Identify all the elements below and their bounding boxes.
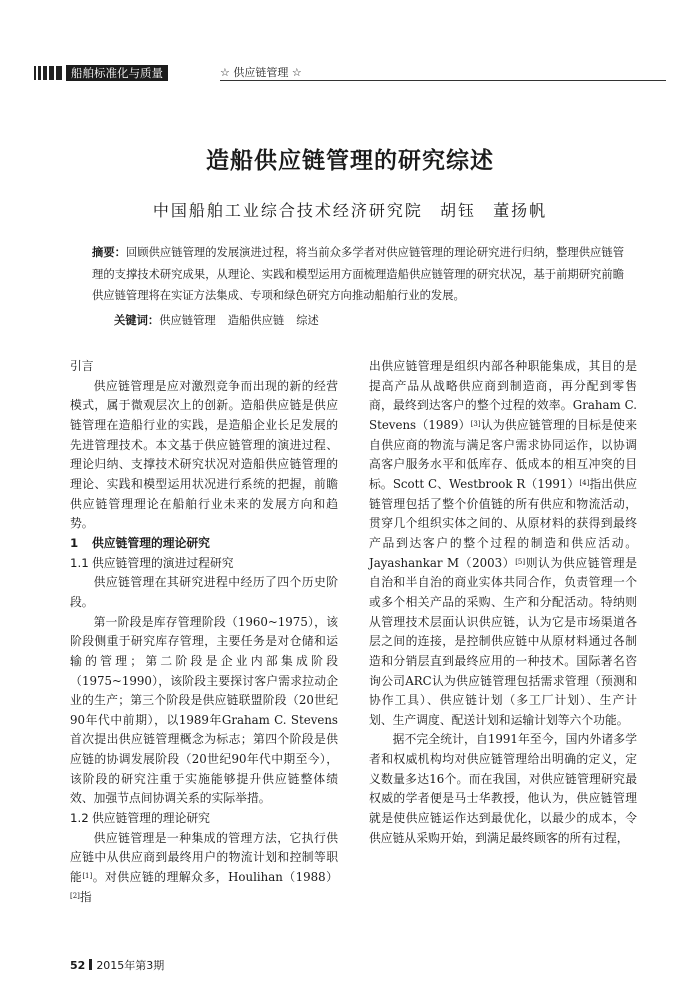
section-title: 供应链管理的理论研究: [92, 811, 210, 826]
text-run: 。对供应链的理解众多，Houlihan（1988）: [92, 870, 338, 885]
keyword: 造船供应链: [227, 314, 285, 327]
section-1-1-heading: [70, 554, 338, 574]
keyword: 供应链管理: [159, 314, 216, 327]
text-run: 指出供应链管理包括了整个价值链的所有供应和物流活动，贯穿几个组织实体之间的、从原材料的获得到最终产品到达客户的整个过程的制造和供应活动。Jayashankar M（2003）: [369, 476, 637, 570]
paragraph: 据不完全统计，自1991年至今，国内外诸多学者和权威机构均对供应链管理给出明确的定义，定义数量多达16个。而在我国，对供应链管理研究最权威的学者便是马士华教授，他认为，供应链管理就是使供应链运作达到最优化，以最少的成本，令供应链从采购开始，到满足最终顾客的所有过程，: [369, 732, 637, 845]
text-run: 供应链管理是一种集成的管理方法，它执行供应链中从供应商到最终用户的物流计划和控制等职能: [70, 830, 338, 885]
paragraph: [369, 357, 637, 730]
text-run: 出供应链管理是组织内部各种职能集成，其目的是提高产品从战略供应商到制造商，再分配到零售商，最终到达客户的整个过程的效率。Graham C. Stevens（1989）: [369, 359, 637, 432]
running-header: [34, 64, 666, 82]
article-authors: 中国船舶工业综合技术经济研究院 胡钰 董扬帆: [152, 201, 548, 220]
paragraph: 第一阶段是库存管理阶段（1960~1975），该阶段侧重于研究库存管理，主要任务是对仓储和运输的管理；第二阶段是企业内部集成阶段（1975~1990），该阶段主要探讨客户需求拉动企业的生产；第三个阶段是供应链联盟阶段（20世纪90年代中前期），以1989年Graham C. Stevens首次提出供应链管理概念为标志；第四个阶段是供应链的协调发展阶段（20世纪90年代中期至今），该阶段的研究注重于实施能够提升供应链整体绩效、加强节点间协调关系的实际举措。: [70, 614, 338, 806]
header-rule: [220, 80, 666, 81]
paragraph: 供应链管理在其研究进程中经历了四个历史阶段。: [70, 575, 338, 609]
keywords-label: 关键词：: [114, 314, 160, 327]
footer-separator: [89, 959, 92, 970]
journal-section-label: 船舶标准化与质量: [66, 65, 168, 81]
section-number: 1: [70, 535, 79, 550]
section-title: 供应链管理的演进过程研究: [92, 555, 234, 570]
citation-ref: [4]: [579, 478, 590, 487]
citation-ref: [5]: [515, 557, 526, 566]
citation-ref: [1]: [82, 872, 93, 881]
right-column: [369, 357, 637, 848]
abstract: [92, 242, 624, 307]
section-title: 供应链管理的理论研究: [92, 535, 210, 550]
article-title: 造船供应链管理的研究综述: [206, 148, 494, 174]
section-1-2-heading: [70, 809, 338, 829]
section-number: 1.2: [70, 811, 89, 826]
section-1-heading: [70, 534, 338, 554]
paragraph: [70, 829, 338, 908]
left-column: [70, 357, 338, 907]
section-number: 1.1: [70, 555, 89, 570]
issue-label: 2015年第3期: [96, 959, 165, 972]
citation-ref: [3]: [470, 419, 481, 428]
intro-heading: 引言: [70, 359, 94, 373]
column-topic: ☆ 供应链管理 ☆: [220, 66, 302, 79]
keyword: 综述: [296, 314, 319, 327]
keywords: [114, 310, 331, 331]
text-run: 指: [79, 889, 92, 904]
citation-ref: [2]: [70, 891, 80, 900]
header-bars-decoration: [34, 66, 62, 80]
page-footer: [70, 957, 164, 973]
abstract-text: 回顾供应链管理的发展演进过程，将当前众多学者对供应链管理的理论研究进行归纳，整理供应链管理的支撑技术研究成果，从理论、实践和模型运用方面梳理造船供应链管理的研究状况，基于前期研究前瞻供应链管理将在实证方法集成、专项和绿色研究方向推动船舶行业的发展。: [92, 246, 624, 302]
text-run: 则认为供应链管理是自治和半自治的商业实体共同合作，负责管理一个或多个相关产品的采购、生产和分配活动。特纳则从管理技术层面认识供应链，认为它是市场渠道各层之间的连接，是控制供应链中从原材料通过各制造和分销层直到最终应用的一种技术。国际著名咨询公司ARC认为供应链管理包括需求管理（预测和协作工具）、供应链计划（多工厂计划）、生产计划、生产调度、配送计划和运输计划等六个功能。: [369, 555, 637, 727]
intro-paragraph: 供应链管理是应对激烈竞争而出现的新的经营模式，属于微观层次上的创新。造船供应链是供应链管理在造船行业的实践，是造船企业长足发展的先进管理技术。本文基于供应链管理的演进过程、理论归纳、支撑技术研究状况对造船供应链管理的理论、实践和模型运用状况进行系统的把握，前瞻供应链管理理论在船舶行业未来的发展方向和趋势。: [70, 378, 338, 531]
page-number: 52: [70, 959, 86, 972]
abstract-label: 摘要：: [92, 246, 126, 259]
text-run: 认为供应链管理的目标是使来自供应商的物流与满足客户需求协同运作，以协调高客户服务水平和低库存、低成本的相互冲突的目标。Scott C、Westbrook R（1991）: [369, 417, 637, 491]
